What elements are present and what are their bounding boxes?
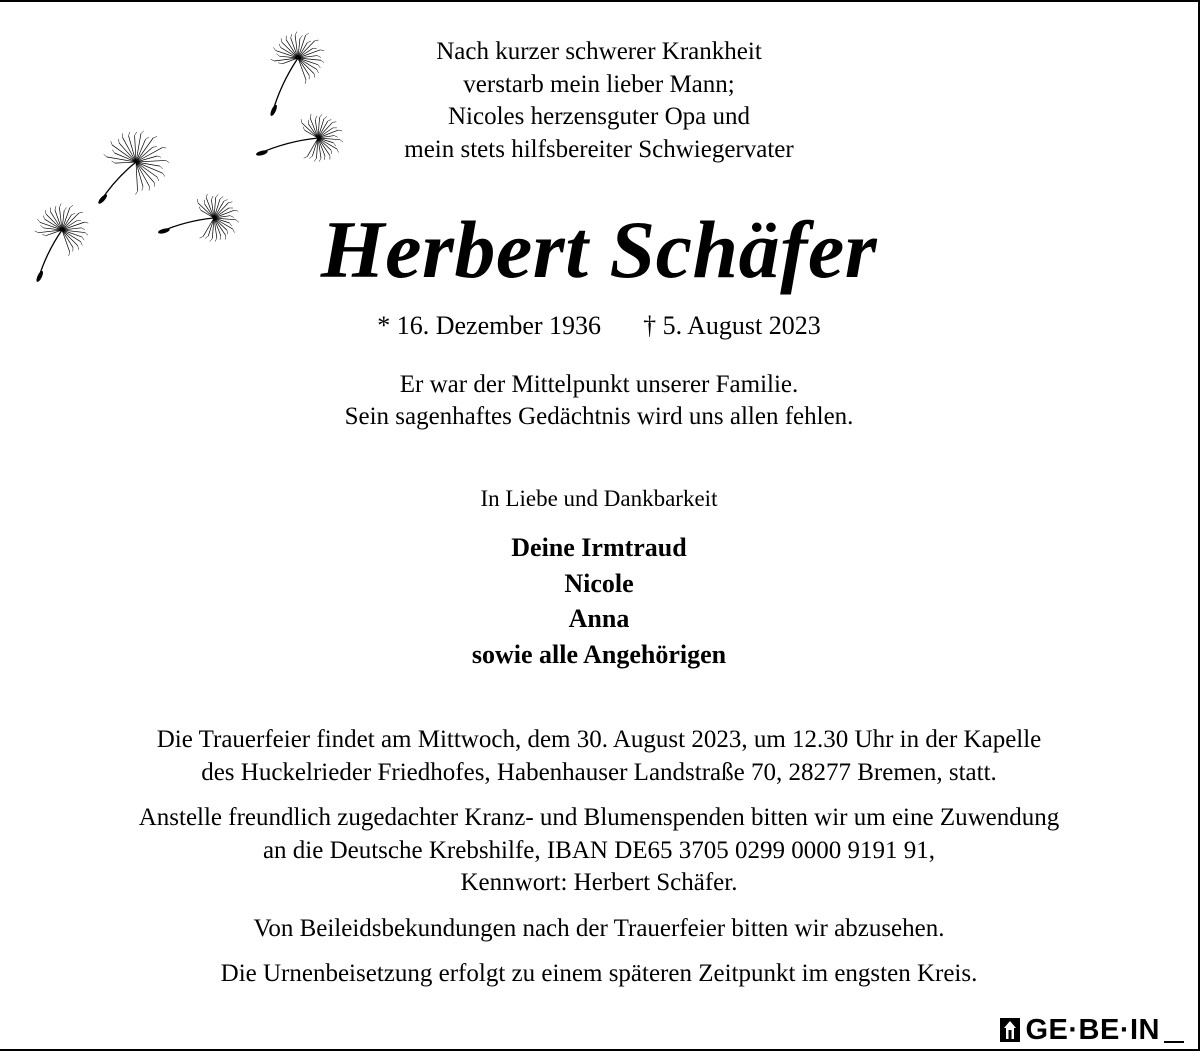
deceased-name: Herbert Schäfer <box>320 204 878 295</box>
logo-underline <box>1164 1041 1184 1043</box>
family-member: Deine Irmtraud <box>511 533 687 562</box>
family-member: Anna <box>568 604 630 633</box>
death-symbol: † <box>643 311 657 340</box>
intro-text <box>0 36 1198 166</box>
donation-line: Anstelle freundlich zugedachter Kranz- und Blumenspenden bitten wir um eine Zuwendung <box>138 804 1060 831</box>
family-member: sowie alle Angehörigen <box>471 639 727 669</box>
family-member: Nicole <box>564 568 634 598</box>
funeral-notices <box>0 724 1198 1004</box>
birth-date: 16. Dezember 1936 <box>396 311 602 340</box>
intro-line: Nicoles herzensguter Opa und <box>448 103 750 130</box>
donation-line: Kennwort: Herbert Schäfer. <box>460 869 738 896</box>
family-signatures <box>0 530 1198 672</box>
life-dates <box>0 308 1198 344</box>
tribute-line: Sein sagenhaftes Gedächtnis wird uns allen fehlen. <box>344 403 854 430</box>
gebein-logo <box>998 1013 1185 1047</box>
service-line: des Huckelrieder Friedhofes, Habenhauser Landstraße 70, 28277 Bremen, statt. <box>201 758 997 786</box>
intro-line: verstarb mein lieber Mann; <box>463 70 735 98</box>
condolences-notice: Von Beileidsbekundungen nach der Trauerfeier bitten wir abzusehen. <box>253 914 945 942</box>
intro-line: mein stets hilfsbereiter Schwiegervater <box>404 135 794 163</box>
death-date: 5. August 2023 <box>662 311 821 340</box>
tribute-text <box>0 369 1198 433</box>
gebein-logo-icon <box>998 1016 1022 1044</box>
closing-phrase: In Liebe und Dankbarkeit <box>480 486 718 511</box>
gebein-logo-text: GE·BE·IN <box>1025 1014 1160 1046</box>
intro-line: Nach kurzer schwerer Krankheit <box>436 38 762 65</box>
donation-notice <box>0 802 1198 900</box>
donation-line: an die Deutsche Krebshilfe, IBAN DE65 3705 0299 0000 9191 91, <box>262 836 936 864</box>
birth-symbol: * <box>377 311 391 340</box>
service-line: Die Trauerfeier findet am Mittwoch, dem 30. August 2023, um 12.30 Uhr in der Kapelle <box>156 726 1042 753</box>
service-notice <box>0 724 1198 789</box>
tribute-line: Er war der Mittelpunkt unserer Familie. <box>399 371 799 398</box>
burial-notice: Die Urnenbeisetzung erfolgt zu einem späteren Zeitpunkt im engsten Kreis. <box>220 960 978 987</box>
